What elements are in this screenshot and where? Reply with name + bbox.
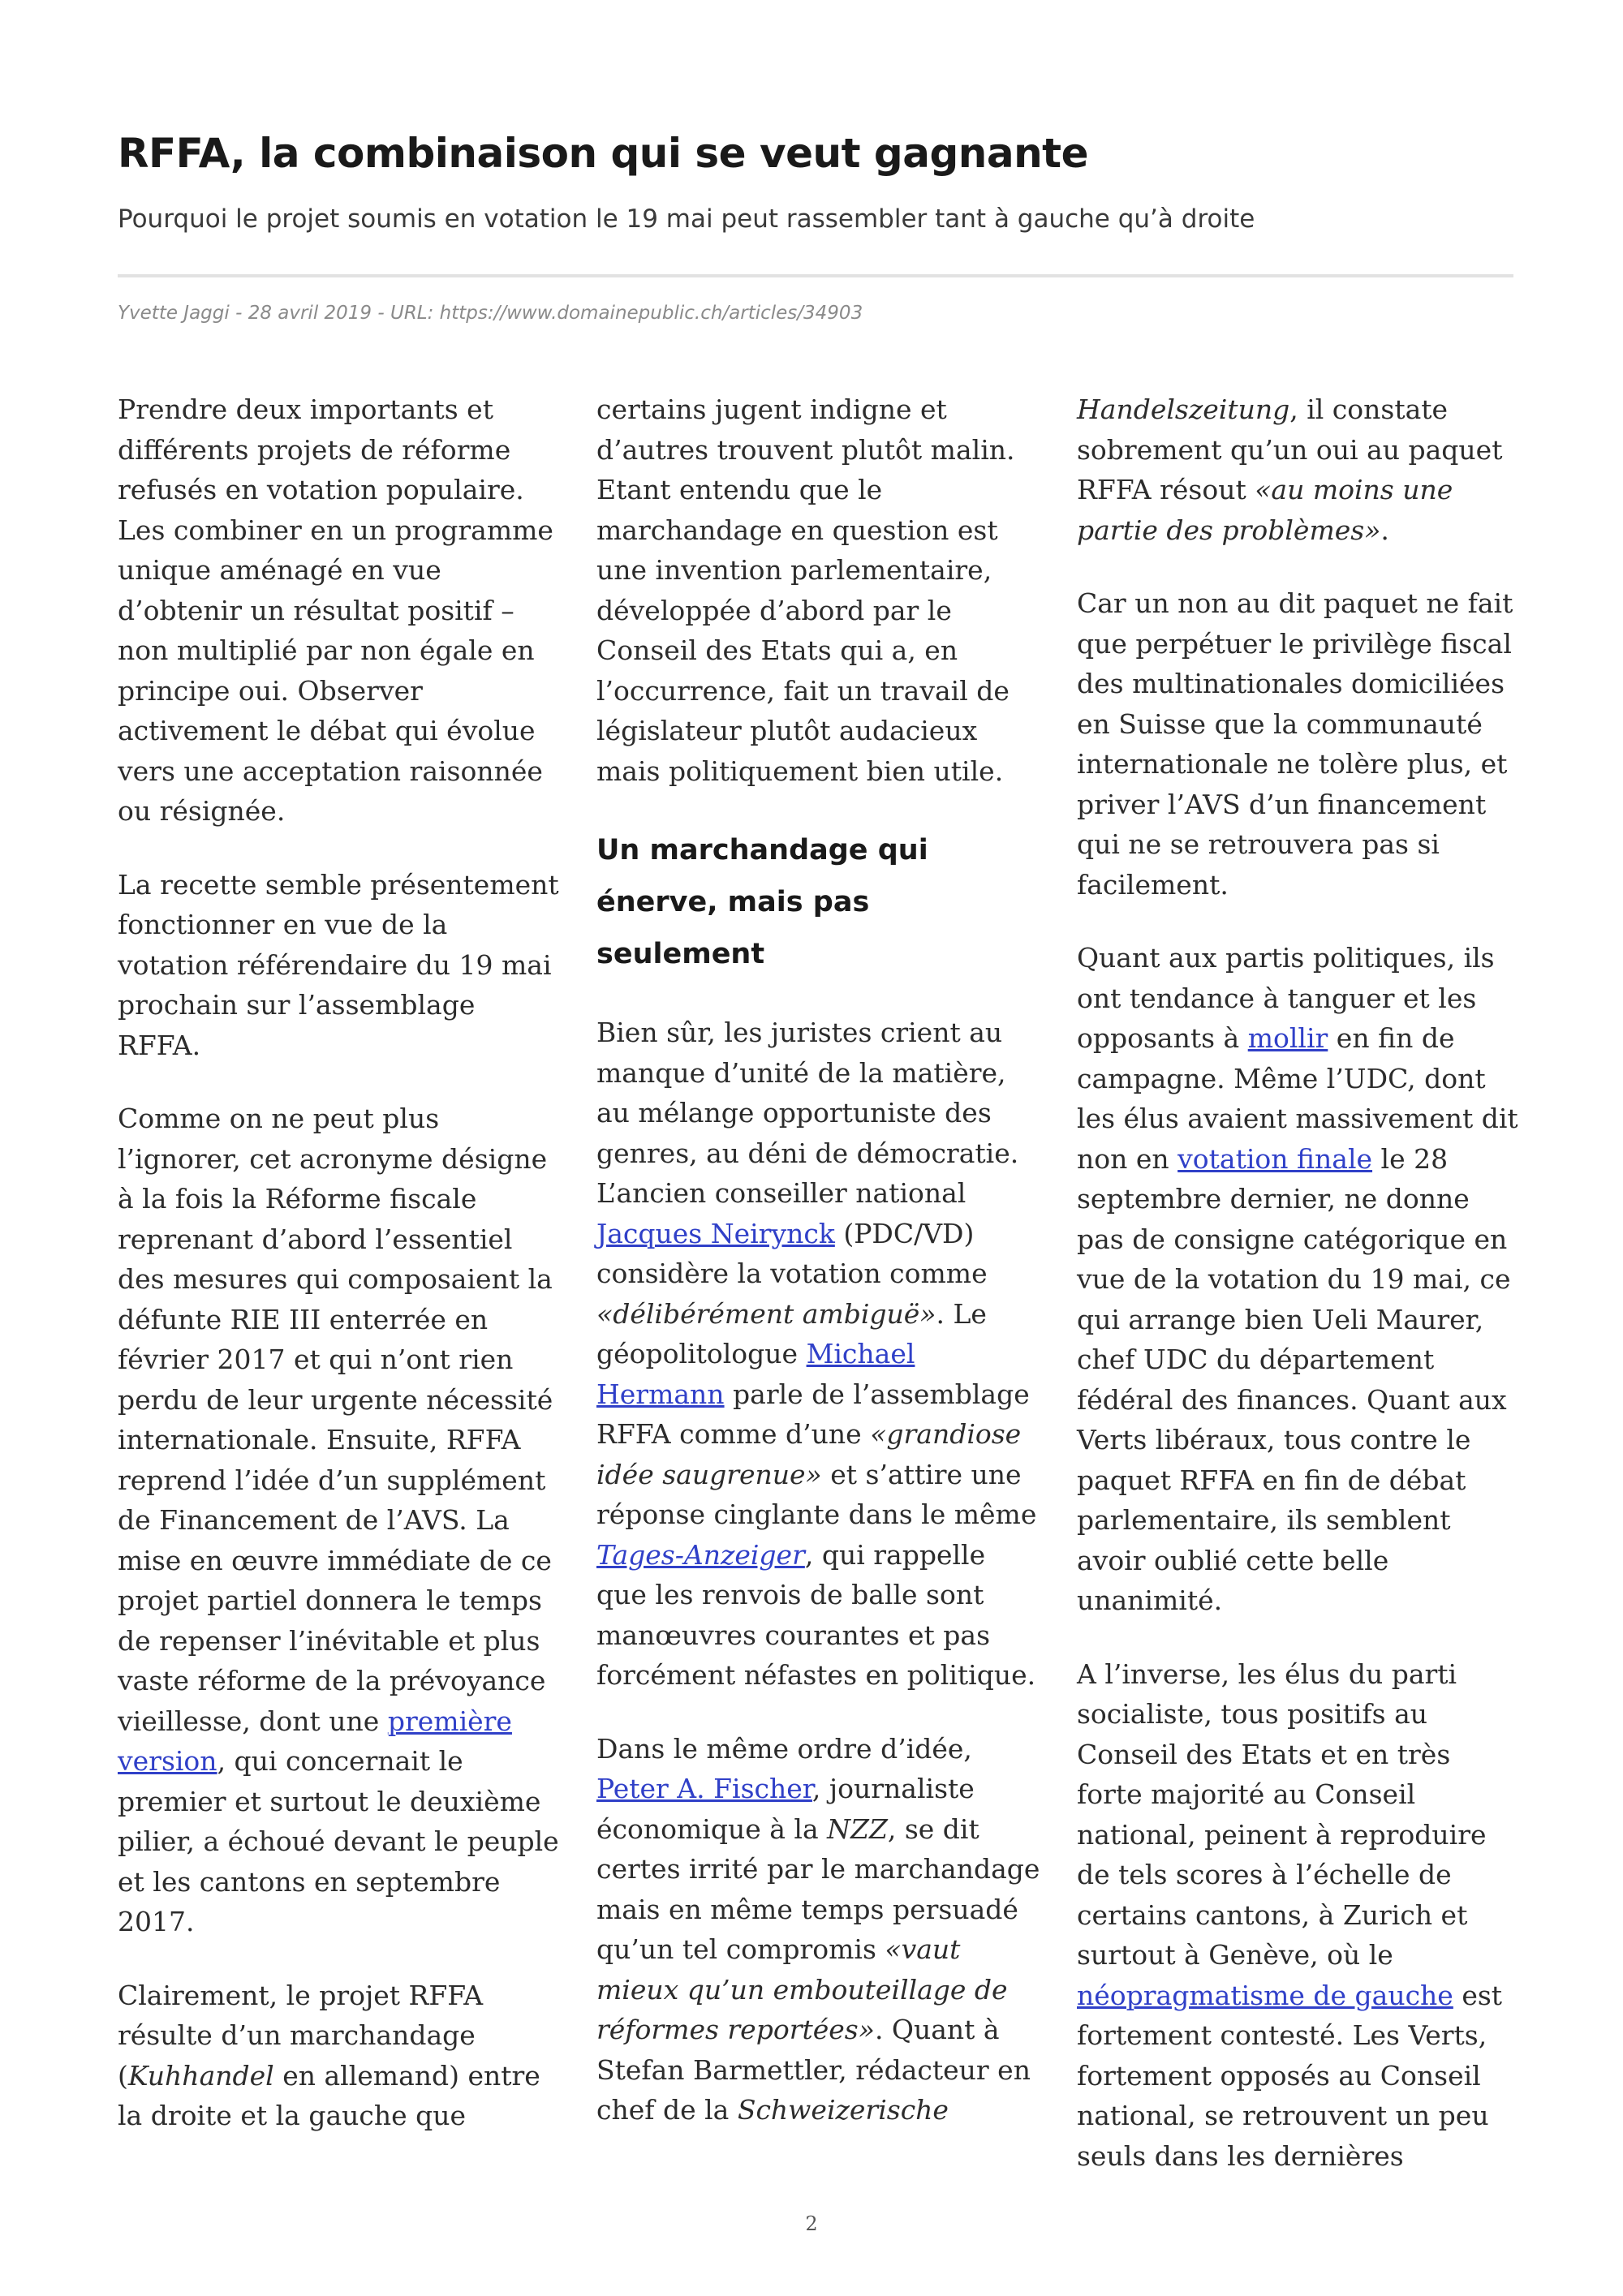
emphasis-text: Kuhhandel [127,2059,274,2092]
paragraph [1077,1654,1522,2177]
paragraph-text: Dans le même ordre d’idée, [596,1732,972,1765]
link-neopragmatisme[interactable]: néopragmatisme de gauche [1077,1979,1453,2011]
paragraph-text: le 28 septembre dernier, ne donne pas de consigne catégorique en vue de la votation du 19 mai, ce qui arrange bien Ueli Maurer, chef UDC du département fédéral des finances. Quant aux Verts libéraux, tous contre le paquet RFFA en fin de débat parlementaire, ils semblent avoir oublié cette belle unanimité. [1077,1142,1511,1616]
paragraph [118,1099,562,1942]
paragraph-text: est fortement contesté. Les Verts, fortement opposés au Conseil national, se retrouvent un peu seuls dans les dernières [1077,1979,1503,2172]
link-tages-anzeiger[interactable] [596,1539,805,1571]
paragraph-text: A l’inverse, les élus du parti socialiste, tous positifs au Conseil des Etats et en très forte majorité au Conseil national, peinent à reproduire de tels scores à l’échelle de certains cantons, à Zurich et surtout à Genève, où le [1077,1658,1487,1971]
paragraph [596,1729,1041,2130]
emphasis-text: Handelszeitung [1077,393,1290,425]
text-column-1 [118,389,562,2136]
header-divider [118,274,1513,277]
paragraph-text: Clairement, le projet RFFA résulte d’un marchandage ( [118,1979,484,2092]
paragraph-text: Bien sûr, les juristes crient au manque d’unité de la matière, au mélange opportuniste des genres, au déni de démocratie. L’ancien conseiller national [596,1017,1019,1209]
section-heading: Un marchandage qui énerve, mais pas seulement [596,834,928,970]
quote-text: «grandiose idée saugrenue» [596,1418,1022,1490]
link-jacques-neirynck[interactable]: Jacques Neirynck [596,1217,835,1249]
quote-text: «au moins une partie des problèmes» [1077,474,1453,546]
quote-text: «délibérément ambiguë» [596,1297,936,1330]
paragraph-text: parle de l’assemblage RFFA comme d’une [596,1378,1030,1450]
article-title: RFFA, la combinaison qui se veut gagnante [118,130,1088,177]
paragraph-text: . Quant à Stefan Barmettler, rédacteur en chef de la [596,2014,1031,2126]
link-text: Tages-Anzeiger [596,1538,805,1571]
paragraph-text: en fin de campagne. Même l’UDC, dont les élus avaient massivement dit non en [1077,1022,1518,1175]
quote-text: «vaut mieux qu’un embouteillage de réformes reportées» [596,1933,1008,2045]
page-number: 2 [805,2212,818,2235]
link-peter-fischer[interactable]: Peter A. Fischer [596,1773,812,1804]
paragraph-text: , il constate sobrement qu’un oui au paquet RFFA résout [1077,393,1503,505]
paragraph [118,1976,562,2136]
emphasis-text: NZZ [827,1812,888,1845]
link-mollir[interactable]: mollir [1247,1022,1328,1054]
paragraph-text: , qui concernait le premier et surtout le deuxième pilier, a échoué devant le peuple et les cantons en septembre 2017. [118,1745,559,1937]
emphasis-text: Schweizerische [737,2094,949,2126]
paragraph-text: en allemand) entre la droite et la gauche que [118,2059,540,2131]
article-meta: Yvette Jaggi - 28 avril 2019 - URL: https://www.domainepublic.ch/articles/34903 [118,303,863,324]
paragraph-text: , qui rappelle que les renvois de balle sont manœuvres courantes et pas forcément néfastes en politique. [596,1538,1036,1691]
article-subtitle: Pourquoi le projet soumis en votation le 19 mai peut rassembler tant à gauche qu’à droite [118,204,1255,234]
paragraph-text: Comme on ne peut plus l’ignorer, cet acronyme désigne à la fois la Réforme fiscale reprenant d’abord l’essentiel des mesures qui composaient la défunte RIE III enterrée en février 2017 et qui n’ont rien perdu de leur urgente nécessité internationale. Ensuite, RFFA reprend l’idée d’un supplément de Financement de l’AVS. La mise en œuvre immédiate de ce projet partiel donnera le temps de repenser l’inévitable et plus vaste réforme de la prévoyance vieillesse, dont une [118,1103,553,1737]
paragraph-text: , journaliste économique à la [596,1773,975,1845]
text-column-2 [596,389,1041,2130]
paragraph-text: , se dit certes irrité par le marchandage mais en même temps persuadé qu’un tel compromis [596,1812,1040,1965]
text-column-3 [1077,389,1522,2176]
paragraph-text: Quant aux partis politiques, ils ont tendance à tanguer et les opposants à [1077,942,1495,1054]
paragraph: Prendre deux importants et différents projets de réforme refusés en votation populaire. Les combiner en un programme unique aménagé en vue d’obtenir un résultat positif – non multiplié par non égale en principe oui. Observer activement le débat qui évolue vers une acceptation raisonnée ou résignée. [118,393,553,827]
paragraph [1077,938,1522,1621]
link-premiere-version[interactable]: première version [118,1705,512,1777]
paragraph: certains jugent indigne et d’autres trouvent plutôt malin. Etant entendu que le marchandage en question est une invention parlementaire, développée d’abord par le Conseil des Etats qui a, en l’occurrence, fait un travail de législateur plutôt audacieux mais politiquement bien utile. [596,393,1015,787]
paragraph: Car un non au dit paquet ne fait que perpétuer le privilège fiscal des multinationales domiciliées en Suisse que la communauté internationale ne tolère plus, et priver l’AVS d’un financement qui ne se retrouvera pas si facilement. [1077,587,1513,901]
paragraph-text: . Le géopolitologue [596,1297,987,1369]
paragraph [596,1013,1041,1696]
paragraph [1077,389,1522,550]
link-votation-finale[interactable]: votation finale [1177,1142,1373,1175]
paragraph-text: . [1380,514,1389,546]
paragraph: La recette semble présentement fonctionner en vue de la votation référendaire du 19 mai prochain sur l’assemblage RFFA. [118,868,559,1061]
paragraph-text: et s’attire une réponse cinglante dans le même [596,1458,1037,1530]
paragraph-text: (PDC/VD) considère la votation comme [596,1217,988,1289]
link-michael-hermann[interactable]: Michael Hermann [596,1338,915,1410]
